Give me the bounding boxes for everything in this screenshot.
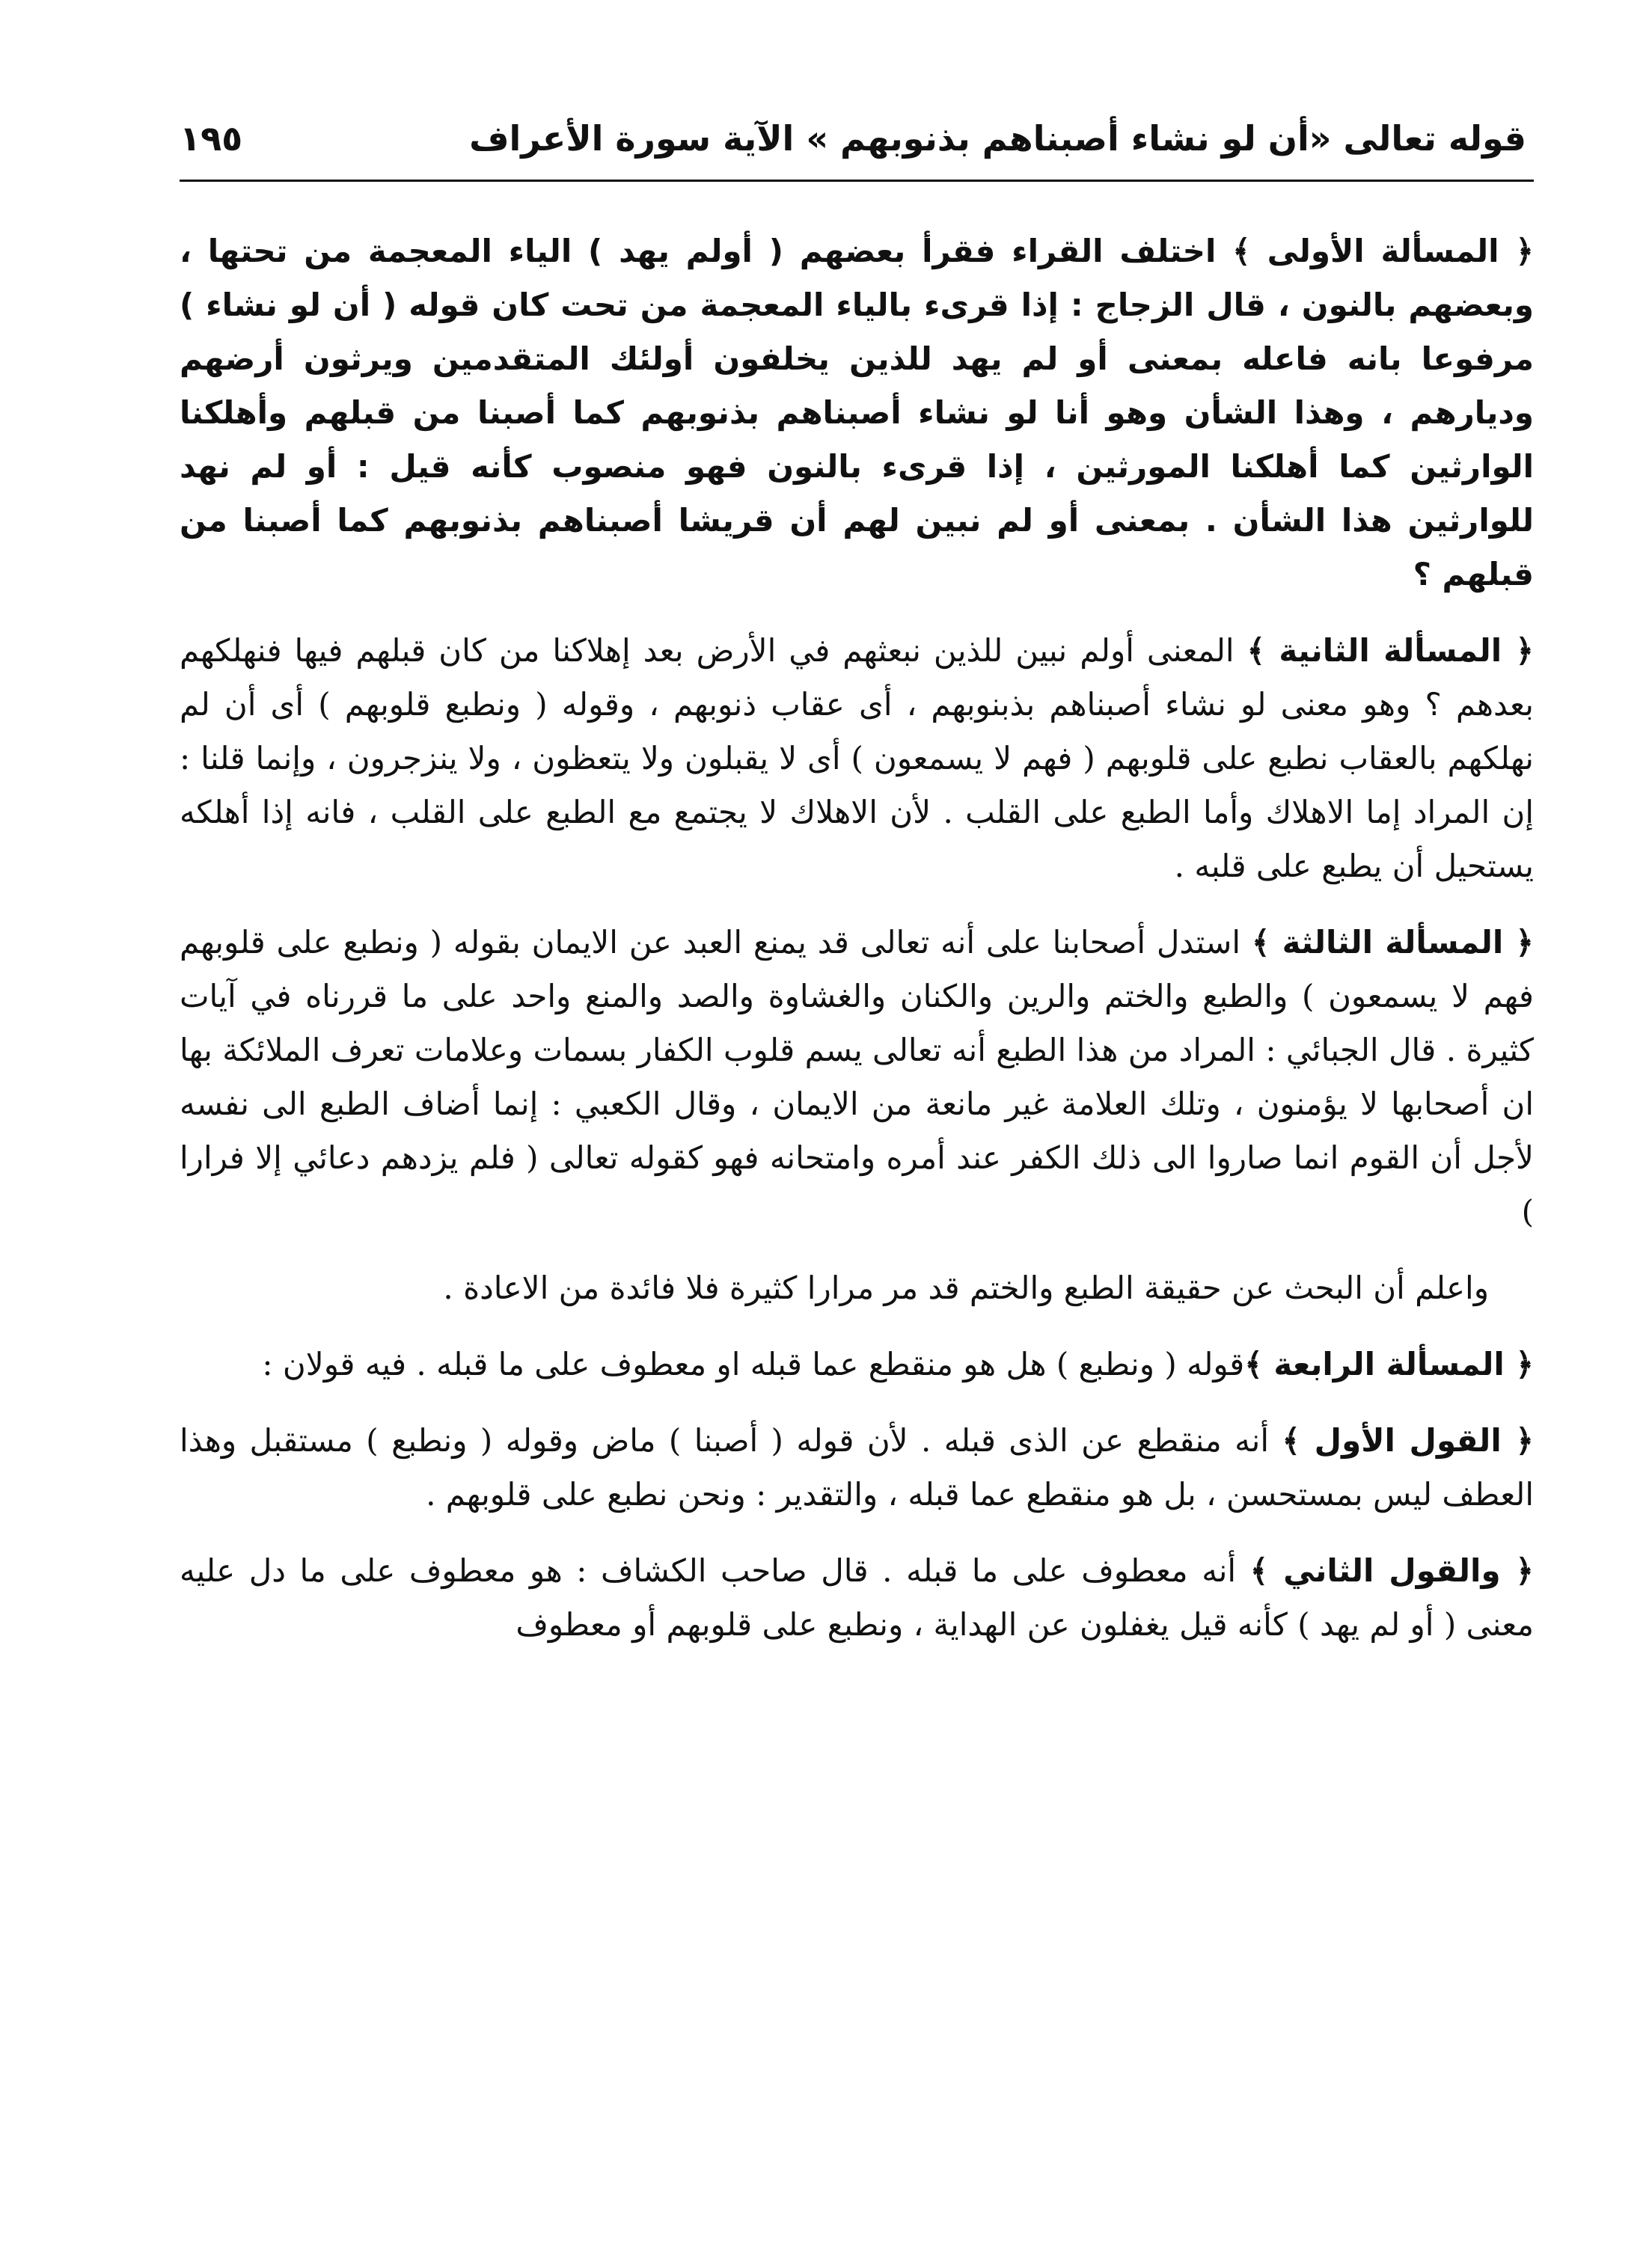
header-rule <box>180 180 1534 182</box>
paragraph-heading: ﴿ المسألة الرابعة ﴾ <box>1244 1346 1534 1382</box>
paragraph-text: أنه معطوف على ما قبله . قال صاحب الكشاف : هو معطوف على ما دل عليه معنى ( أو لم يهد ) كأنه قيل يغفلون عن الهداية ، ونطبع على قلوبهم أو معطوف <box>180 1552 1534 1643</box>
paragraph-masala-4 <box>180 1338 1534 1391</box>
paragraph-text: اختلف القراء فقرأ بعضهم ( أولم يهد ) الياء المعجمة من تحتها ، وبعضهم بالنون ، قال الزجاج : إذا قرىء بالياء المعجمة من تحت كان قوله ( أن لو نشاء ) مرفوعا بانه فاعله بمعنى أو لم يهد للذين يخلفون أولئك المتقدمين ويرثون أرضهم وديارهم ، وهذا الشأن وهو أنا لو نشاء أصبناهم بذنوبهم كما أصبنا من قبلهم وأهلكنا الوارثين كما أهلكنا المورثين ، إذا قرىء بالنون فهو منصوب كأنه قيل : أو لم نهد للوارثين هذا الشأن . بمعنى أو لم نبين لهم أن قريشا أصبناهم بذنوبهم كما أصبنا من قبلهم ؟ <box>180 233 1534 592</box>
paragraph-text: المعنى أولم نبين للذين نبعثهم في الأرض بعد إهلاكنا من كان قبلهم فيها فنهلكهم بعدهم ؟ وهو معنى لو نشاء أصبناهم بذبنوبهم ، أى عقاب ذنوبهم ، وقوله ( ونطبع قلوبهم ) أى أن لم نهلكهم بالعقاب نطبع على قلوبهم ( فهم لا يسمعون ) أى لا يقبلون ولا يتعظون ، ولا ينزجرون ، وإنما قلنا : إن المراد إما الاهلاك وأما الطبع على القلب . لأن الاهلاك لا يجتمع مع الطبع على القلب ، فانه إذا أهلكه يستحيل أن يطبع على قلبه . <box>180 632 1534 884</box>
header-title: قوله تعالى «أن لو نشاء أصبناهم بذنوبهم » الآية سورة الأعراف <box>469 118 1526 159</box>
page-number: ١٩٥ <box>180 118 243 159</box>
paragraph-heading: ﴿ المسألة الثالثة ﴾ <box>1251 924 1534 961</box>
body-text <box>180 224 1534 1674</box>
paragraph-note <box>180 1261 1534 1315</box>
paragraph-heading: ﴿ والقول الثاني ﴾ <box>1249 1552 1534 1589</box>
paragraph-text: أنه منقطع عن الذى قبله . لأن قوله ( أصبنا ) ماض وقوله ( ونطبع ) مستقبل وهذا العطف ليس بمستحسن ، بل هو منقطع عما قبله ، والتقدير : ونحن نطبع على قلوبهم . <box>180 1422 1534 1513</box>
running-header <box>180 112 1526 180</box>
paragraph-qawl-2 <box>180 1544 1534 1652</box>
paragraph-qawl-1 <box>180 1414 1534 1522</box>
paragraph-text: استدل أصحابنا على أنه تعالى قد يمنع العبد عن الايمان بقوله ( ونطبع على قلوبهم فهم لا يسمعون ) والطبع والختم والرين والكنان والغشاوة والصد والمنع واحد على ما قررناه في آيات كثيرة . قال الجبائي : المراد من هذا الطبع أنه تعالى يسم قلوب الكفار بسمات وعلامات تعرف الملائكة بها ان أصحابها لا يؤمنون ، وتلك العلامة غير مانعة من الايمان ، وقال الكعبي : إنما أضاف الطبع الى نفسه لأجل أن القوم انما صاروا الى ذلك الكفر عند أمره وامتحانه فهو كقوله تعالى ( فلم يزدهم دعائي إلا فرارا ) <box>180 924 1534 1230</box>
paragraph-masala-3 <box>180 916 1534 1239</box>
paragraph-masala-2 <box>180 624 1534 893</box>
paragraph-text: واعلم أن البحث عن حقيقة الطبع والختم قد مر مرارا كثيرة فلا فائدة من الاعادة . <box>443 1270 1489 1306</box>
paragraph-text: قوله ( ونطبع ) هل هو منقطع عما قبله او معطوف على ما قبله . فيه قولان : <box>262 1346 1245 1382</box>
paragraph-heading: ﴿ المسألة الأولى ﴾ <box>1232 233 1534 269</box>
paragraph-heading: ﴿ المسألة الثانية ﴾ <box>1246 632 1534 669</box>
paragraph-heading: ﴿ القول الأول ﴾ <box>1282 1422 1534 1459</box>
paragraph-masala-1 <box>180 224 1534 601</box>
